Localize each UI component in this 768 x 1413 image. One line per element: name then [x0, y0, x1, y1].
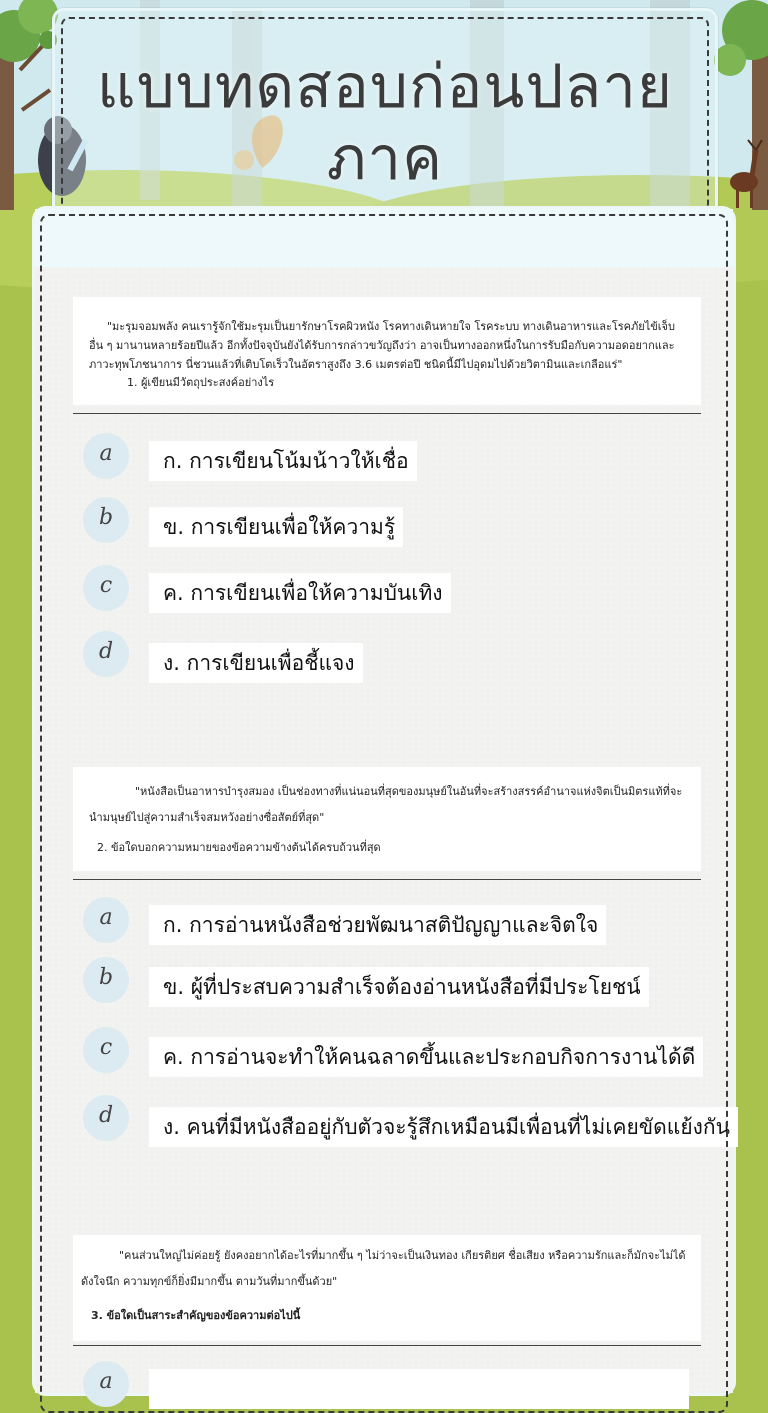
- q2-option-b-marker[interactable]: b: [83, 957, 129, 1003]
- card-header: [35, 209, 733, 267]
- q2-option-a-label[interactable]: ก. การอ่านหนังสือช่วยพัฒนาสติปัญญาและจิตใจ: [149, 905, 606, 945]
- q1-option-b-marker[interactable]: b: [83, 497, 129, 543]
- q2-option-c-marker[interactable]: c: [83, 1027, 129, 1073]
- question-1-divider: [73, 413, 701, 414]
- q1-option-c-label[interactable]: ค. การเขียนเพื่อให้ความบันเทิง: [149, 573, 451, 613]
- q2-option-d-marker[interactable]: d: [83, 1095, 129, 1141]
- question-1-box: [73, 297, 701, 405]
- question-2-box: [73, 767, 701, 871]
- q2-option-b-label[interactable]: ข. ผู้ที่ประสบความสำเร็จต้องอ่านหนังสือที่มีประโยชน์: [149, 967, 649, 1007]
- question-2-divider: [73, 879, 701, 880]
- question-3-divider: [73, 1345, 701, 1346]
- card-body: [35, 267, 733, 1393]
- page-title: แบบทดสอบก่อนปลายภาค: [96, 52, 674, 194]
- question-3-text: 3. ข้อใดเป็นสาระสำคัญของข้อความต่อไปนี้: [91, 1309, 301, 1322]
- q2-option-c-label[interactable]: ค. การอ่านจะทำให้คนฉลาดขึ้นและประกอบกิจการงานได้ดี: [149, 1037, 703, 1077]
- question-2-passage: "หนังสือเป็นอาหารบำรุงสมอง เป็นช่องทางที่แน่นอนที่สุดของมนุษย์ในอันที่จะสร้างสรรค์อำนาจแห่งจิตเป็นมิตรแท้ที่จะนำมนุษย์ไปสู่ความสำเร็จสมหวังอย่างซื่อสัตย์ที่สุด": [89, 785, 683, 824]
- question-2-text: 2. ข้อใดบอกความหมายของข้อความข้างต้นได้ครบถ้วนที่สุด: [97, 841, 381, 854]
- worksheet-card: [32, 206, 736, 1396]
- q1-option-b-label[interactable]: ข. การเขียนเพื่อให้ความรู้: [149, 507, 403, 547]
- question-3-passage: "คนส่วนใหญ่ไม่ค่อยรู้ ยังคงอยากได้อะไรที่มากขึ้น ๆ ไม่ว่าจะเป็นเงินทอง เกียรติยศ ชื่อเสียง หรือความรักและก็มักจะไม่ได้ดังใจนึก ความทุกข์ก็ยิ่งมีมากขึ้น ตามวันที่มากขึ้นด้วย": [81, 1249, 686, 1288]
- q3-option-a-marker[interactable]: a: [83, 1361, 129, 1407]
- question-1-passage: "มะรุมจอมพลัง คนเรารู้จักใช้มะรุมเป็นยารักษาโรคผิวหนัง โรคทางเดินหายใจ โรคระบบ ทางเดินอาหารและโรคภัยไข้เจ็บอื่น ๆ มานานหลายร้อยปีแล้ว อีกทั้งปัจจุบันยังได้รับการกล่าวขวัญถึงว่า อาจเป็นทางออกหนึ่งในการรับมือกับความอดอยากและภาวะทุพโภชนาการ นี่ชวนแล้วที่เติบโตเร็วในอัตราสูงถึง 3.6 เมตรต่อปี ชนิดนี้มีไปอุดมไปด้วยวิตามินและเกลือแร่": [89, 320, 675, 371]
- q1-option-a-marker[interactable]: a: [83, 433, 129, 479]
- question-1-text: 1. ผู้เขียนมีวัตถุประสงค์อย่างไร: [127, 376, 275, 389]
- question-3-box: [73, 1235, 701, 1341]
- q1-option-c-marker[interactable]: c: [83, 565, 129, 611]
- q2-option-d-label[interactable]: ง. คนที่มีหนังสืออยู่กับตัวจะรู้สึกเหมือนมีเพื่อนที่ไม่เคยขัดแย้งกัน: [149, 1107, 738, 1147]
- q2-option-a-marker[interactable]: a: [83, 897, 129, 943]
- q1-option-a-label[interactable]: ก. การเขียนโน้มน้าวให้เชื่อ: [149, 441, 417, 481]
- q1-option-d-label[interactable]: ง. การเขียนเพื่อชี้แจง: [149, 643, 363, 683]
- title-panel: [52, 8, 718, 220]
- q3-option-a-label[interactable]: [149, 1369, 689, 1409]
- q1-option-d-marker[interactable]: d: [83, 631, 129, 677]
